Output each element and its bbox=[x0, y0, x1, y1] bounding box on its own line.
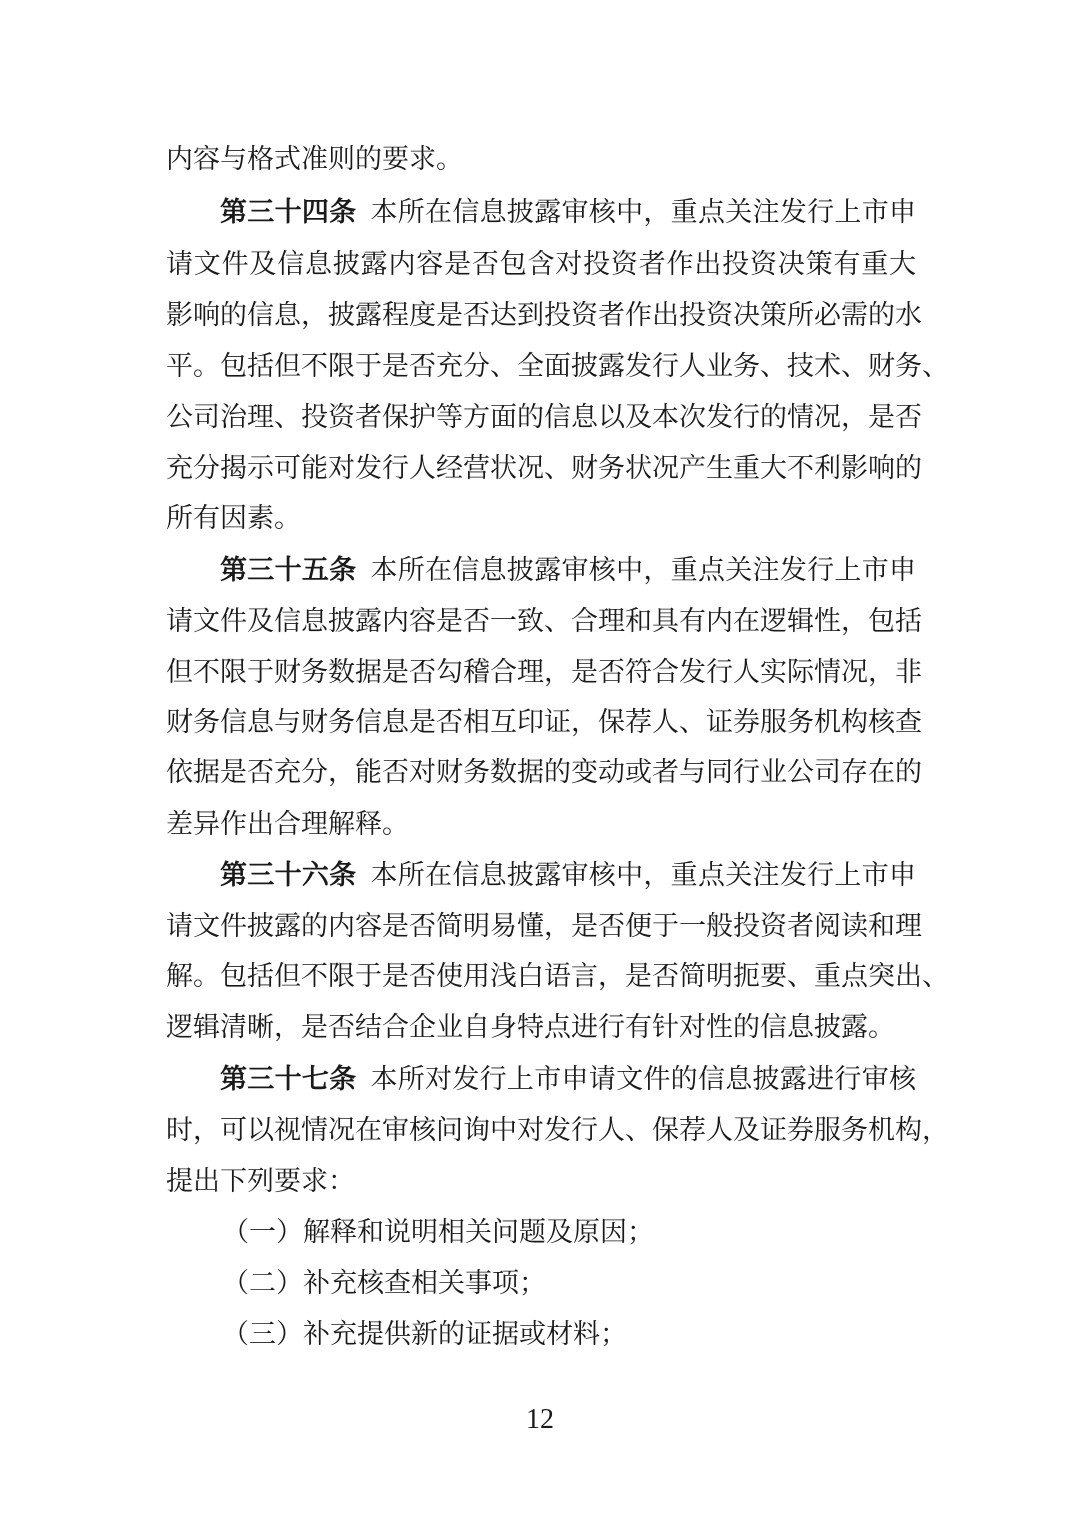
article-35-line: 请文件及信息披露内容是否一致、合理和具有内在逻辑性，包括 bbox=[166, 606, 922, 637]
article-34-line: 充分揭示可能对发行人经营状况、财务状况产生重大不利影响的 bbox=[166, 453, 922, 484]
article-36-line: 逻辑清晰，是否结合企业自身特点进行有针对性的信息披露。 bbox=[166, 1012, 895, 1043]
article-35-line: 但不限于财务数据是否勾稽合理，是否符合发行人实际情况，非 bbox=[166, 657, 922, 688]
article-36-heading: 第三十六条 bbox=[220, 860, 357, 891]
list-item: （二）补充核查相关事项； bbox=[222, 1268, 546, 1299]
article-36-line: 本所在信息披露审核中，重点关注发行上市申 bbox=[370, 860, 917, 891]
article-34-line: 影响的信息，披露程度是否达到投资者作出投资决策所必需的水 bbox=[166, 300, 922, 331]
article-37-line: 提出下列要求： bbox=[166, 1166, 355, 1197]
article-34-line: 本所在信息披露审核中，重点关注发行上市申 bbox=[370, 197, 917, 228]
article-34-line: 公司治理、投资者保护等方面的信息以及本次发行的情况，是否 bbox=[166, 402, 922, 433]
article-36-first-line bbox=[220, 856, 916, 896]
article-34-heading: 第三十四条 bbox=[220, 197, 357, 228]
intro-line: 内容与格式准则的要求。 bbox=[166, 144, 463, 175]
article-35-line: 差异作出合理解释。 bbox=[166, 809, 409, 840]
article-34-line: 所有因素。 bbox=[166, 503, 301, 534]
list-item: （三）补充提供新的证据或材料； bbox=[222, 1319, 627, 1350]
article-35-line: 财务信息与财务信息是否相互印证，保荐人、证券服务机构核查 bbox=[166, 707, 922, 738]
article-36-line: 解。包括但不限于是否使用浅白语言，是否简明扼要、重点突出、 bbox=[166, 961, 949, 992]
page-number: 12 bbox=[526, 1404, 554, 1435]
article-35-first-line bbox=[220, 551, 916, 591]
article-34-line: 平。包括但不限于是否充分、全面披露发行人业务、技术、财务、 bbox=[166, 351, 949, 382]
article-37-first-line bbox=[220, 1060, 916, 1100]
article-37-heading: 第三十七条 bbox=[220, 1064, 357, 1095]
article-35-line: 依据是否充分，能否对财务数据的变动或者与同行业公司存在的 bbox=[166, 757, 922, 788]
article-35-heading: 第三十五条 bbox=[220, 555, 357, 586]
article-36-line: 请文件披露的内容是否简明易懂，是否便于一般投资者阅读和理 bbox=[166, 911, 922, 942]
article-34-line: 请文件及信息披露内容是否包含对投资者作出投资决策有重大 bbox=[166, 249, 916, 280]
article-35-line: 本所在信息披露审核中，重点关注发行上市申 bbox=[370, 555, 917, 586]
article-37-line: 本所对发行上市申请文件的信息披露进行审核 bbox=[370, 1064, 917, 1095]
list-item: （一）解释和说明相关问题及原因； bbox=[222, 1217, 654, 1248]
article-34-first-line bbox=[220, 193, 916, 233]
article-37-line: 时，可以视情况在审核问询中对发行人、保荐人及证券服务机构， bbox=[166, 1115, 949, 1146]
